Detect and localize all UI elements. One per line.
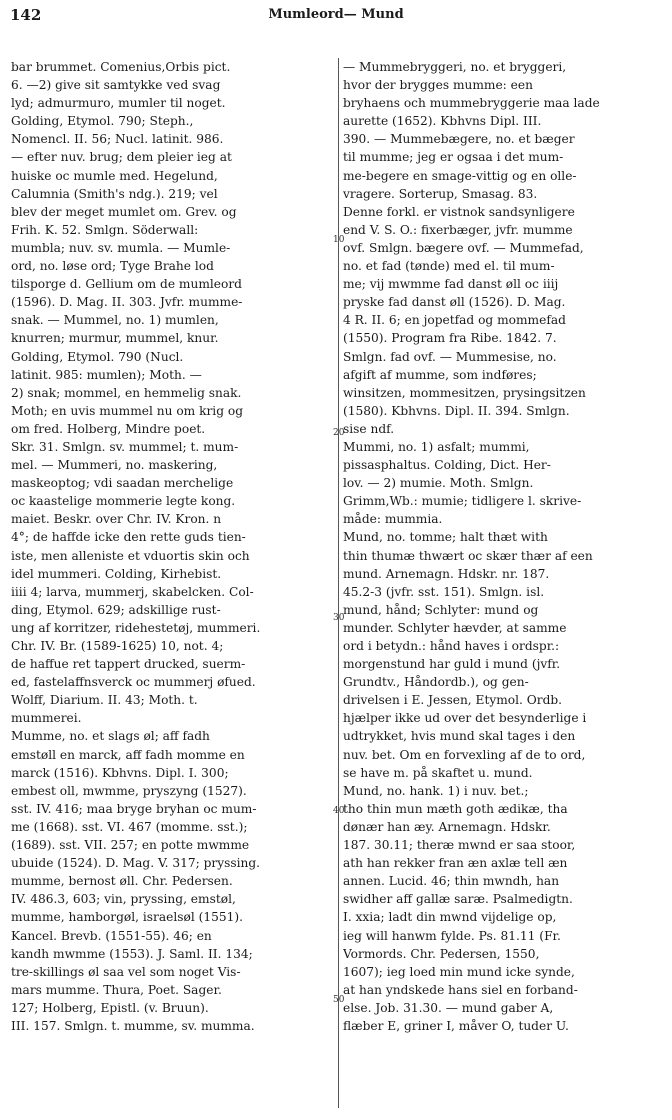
text-line: 127; Holberg, Epistl. (v. Bruun). bbox=[11, 1000, 209, 1015]
line-number-30: 30 bbox=[333, 613, 345, 623]
text-line: afgift af mumme, som indføres; bbox=[343, 367, 537, 382]
text-line: huiske oc mumle med. Hegelund, bbox=[11, 168, 218, 183]
line-number-10: 10 bbox=[333, 235, 345, 245]
text-line: end V. S. O.: fixerbæger, jvfr. mumme bbox=[343, 222, 573, 237]
text-line: tilsporge d. Gellium om de mumleord bbox=[11, 277, 242, 292]
text-line: Chr. IV. Br. (1589-1625) 10, not. 4; bbox=[11, 639, 224, 653]
text-line: annen. Lucid. 46; thin mwndh, han bbox=[343, 874, 560, 889]
text-line: 390. — Mummebægere, no. et bæger bbox=[343, 132, 575, 147]
text-line: me (1668). sst. VI. 467 (momme. sst.); bbox=[11, 819, 248, 834]
text-line: Grimm,Wb.: mumie; tidligere l. skrive- bbox=[343, 494, 582, 509]
text-line: idel mummeri. Colding, Kirhebist. bbox=[11, 566, 222, 581]
text-line: (1596). D. Mag. II. 303. Jvfr. mumme- bbox=[11, 295, 243, 310]
text-line: mund, hånd; Schlyter: mund og bbox=[343, 602, 539, 617]
text-line: sise ndf. bbox=[343, 421, 395, 436]
text-line: ord, no. løse ord; Tyge Brahe lod bbox=[11, 259, 214, 274]
text-line: lov. — 2) mumie. Moth. Smlgn. bbox=[343, 476, 534, 491]
text-line: — Mummebryggeri, no. et bryggeri, bbox=[343, 60, 567, 74]
text-line: 1607); ieg loed min mund icke synde, bbox=[343, 964, 575, 979]
text-line: snak. — Mummel, no. 1) mumlen, bbox=[11, 313, 219, 328]
text-line: ed, fastelaffnsverck oc mummerj øfued. bbox=[11, 675, 256, 690]
text-line: me; vij mwmme fad danst øll oc iiij bbox=[343, 277, 559, 292]
text-line: Skr. 31. Smlgn. sv. mummel; t. mum- bbox=[11, 439, 239, 454]
text-line: maiet. Beskr. over Chr. IV. Kron. n bbox=[11, 512, 222, 527]
text-line: Grundtv., Håndordb.), og gen- bbox=[343, 675, 529, 690]
text-line: flæber E, griner I, måver O, tuder U. bbox=[343, 1018, 569, 1033]
text-line: tho thin mun mæth goth ædikæ, tha bbox=[343, 801, 568, 816]
text-line: marck (1516). Kbhvns. Dipl. I. 300; bbox=[11, 765, 229, 780]
text-line: Denne forkl. er vistnok sandsynligere bbox=[343, 204, 575, 219]
text-line: pryske fad danst øll (1526). D. Mag. bbox=[343, 295, 566, 310]
text-line: mund. Arnemagn. Hdskr. nr. 187. bbox=[343, 566, 550, 581]
text-line: III. 157. Smlgn. t. mumme, sv. mumma. bbox=[11, 1018, 255, 1033]
text-line: tre-skillings øl saa vel som noget Vis- bbox=[11, 964, 241, 979]
text-line: udtrykket, hvis mund skal tages i den bbox=[343, 729, 576, 744]
text-line: Nomencl. II. 56; Nucl. latinit. 986. bbox=[11, 132, 224, 147]
text-line: Vormords. Chr. Pedersen, 1550, bbox=[343, 946, 540, 961]
text-line: Wolff, Diarium. II. 43; Moth. t. bbox=[11, 693, 198, 708]
text-line: mars mumme. Thura, Poet. Sager. bbox=[11, 982, 222, 997]
text-line: drivelsen i E. Jessen, Etymol. Ordb. bbox=[343, 693, 563, 708]
text-line: 187. 30.11; theræ mwnd er saa stoor, bbox=[343, 838, 576, 853]
text-line: mumme, bernost øll. Chr. Pedersen. bbox=[11, 874, 233, 889]
text-line: dønær han æy. Arnemagn. Hdskr. bbox=[343, 819, 551, 834]
text-line: sst. IV. 416; maa bryge bryhan oc mum- bbox=[11, 801, 257, 816]
text-line: swidher aff gallæ saræ. Psalmedigtn. bbox=[343, 892, 573, 907]
text-line: 2) snak; mommel, en hemmelig snak. bbox=[11, 385, 242, 400]
text-line: embest oll, mwmme, pryszyng (1527). bbox=[11, 783, 247, 798]
text-line: me-begere en smage-vittig og en olle- bbox=[343, 168, 577, 183]
text-line: Mund, no. hank. 1) i nuv. bet.; bbox=[343, 783, 529, 798]
text-line: hvor der brygges mumme: een bbox=[343, 78, 533, 93]
text-line: de haffue ret tappert drucked, suerm- bbox=[11, 657, 246, 672]
text-line: Kancel. Brevb. (1551-55). 46; en bbox=[11, 928, 212, 943]
text-line: ieg will hanwm fylde. Ps. 81.11 (Fr. bbox=[343, 928, 561, 943]
text-line: iiii 4; larva, mummerj, skabelcken. Col- bbox=[11, 584, 254, 599]
text-line: knurren; murmur, mummel, knur. bbox=[11, 331, 219, 346]
text-line: mummerei. bbox=[11, 711, 82, 726]
text-line: — efter nuv. brug; dem pleier ieg at bbox=[11, 150, 232, 165]
text-line: I. xxia; ladt din mwnd vijdelige op, bbox=[343, 910, 557, 925]
text-line: måde: mummia. bbox=[343, 512, 443, 527]
text-line: ovf. Smlgn. bægere ovf. — Mummefad, bbox=[343, 240, 584, 255]
right-column bbox=[343, 58, 663, 1035]
text-line: hjælper ikke ud over det besynderlige i bbox=[343, 711, 587, 726]
text-line: til mumme; jeg er ogsaa i det mum- bbox=[343, 150, 564, 165]
text-line: Calumnia (Smith's ndg.). 219; vel bbox=[11, 186, 218, 201]
text-line: mumbla; nuv. sv. mumla. — Mumle- bbox=[11, 240, 231, 255]
text-line: ung af korritzer, ridehestetøj, mummeri. bbox=[11, 620, 261, 635]
text-line: kandh mwmme (1553). J. Saml. II. 134; bbox=[11, 946, 253, 961]
text-line: om fred. Holberg, Mindre poet. bbox=[11, 421, 206, 436]
text-line: ding, Etymol. 629; adskillige rust- bbox=[11, 602, 221, 617]
text-line: Smlgn. fad ovf. — Mummesise, no. bbox=[343, 349, 557, 364]
text-line: at han yndskede hans siel en forband- bbox=[343, 982, 578, 997]
text-line: Moth; en uvis mummel nu om krig og bbox=[11, 403, 244, 418]
left-column bbox=[11, 58, 329, 1035]
text-line: winsitzen, mommesitzen, prysingsitzen bbox=[343, 385, 586, 400]
text-line: IV. 486.3, 603; vin, pryssing, emstøl, bbox=[11, 892, 236, 907]
text-line: no. et fad (tønde) med el. til mum- bbox=[343, 259, 555, 274]
text-line: aurette (1652). Kbhvns Dipl. III. bbox=[343, 114, 542, 129]
page-number: 142 bbox=[10, 6, 42, 24]
text-line: morgenstund har guld i mund (jvfr. bbox=[343, 657, 561, 672]
text-line: 45.2-3 (jvfr. sst. 151). Smlgn. isl. bbox=[343, 584, 545, 599]
text-line: iste, men alleniste et vduortis skin och bbox=[11, 548, 250, 563]
text-line: ath han rekker fran æn axlæ tell æn bbox=[343, 856, 568, 871]
text-line: 4°; de haffde icke den rette guds tien- bbox=[11, 530, 246, 545]
text-line: ord i betydn.: hånd haves i ordspr.: bbox=[343, 639, 560, 653]
text-line: vragere. Sorterup, Smasag. 83. bbox=[343, 186, 538, 201]
text-line: mel. — Mummeri, no. maskering, bbox=[11, 458, 218, 473]
text-line: Golding, Etymol. 790 (Nucl. bbox=[11, 349, 184, 364]
text-line: Mund, no. tomme; halt thæt with bbox=[343, 530, 548, 545]
text-line: mumme, hamborgøl, israelsøl (1551). bbox=[11, 910, 244, 925]
text-line: pissasphaltus. Colding, Dict. Her- bbox=[343, 458, 551, 473]
text-line: latinit. 985: mumlen); Moth. — bbox=[11, 367, 202, 382]
text-line: Mummi, no. 1) asfalt; mummi, bbox=[343, 439, 530, 454]
text-line: nuv. bet. Om en forvexling af de to ord, bbox=[343, 747, 586, 762]
text-line: blev der meget mumlet om. Grev. og bbox=[11, 204, 237, 219]
text-line: Mumme, no. et slags øl; aff fadh bbox=[11, 729, 210, 744]
line-number-40: 40 bbox=[333, 806, 345, 816]
text-line: (1580). Kbhvns. Dipl. II. 394. Smlgn. bbox=[343, 403, 570, 418]
text-line: lyd; admurmuro, mumler til noget. bbox=[11, 96, 226, 111]
text-line: (1689). sst. VII. 257; en potte mwmme bbox=[11, 838, 250, 853]
column-divider bbox=[338, 58, 339, 1108]
text-line: se have m. på skaftet u. mund. bbox=[343, 765, 533, 780]
running-title: Mumleord— Mund bbox=[268, 7, 404, 22]
text-line: bar brummet. Comenius,Orbis pict. bbox=[11, 60, 231, 74]
text-line: thin thumæ thwært oc skær thær af een bbox=[343, 548, 593, 563]
text-line: oc kaastelige mommerie legte kong. bbox=[11, 494, 236, 509]
text-line: munder. Schlyter hævder, at samme bbox=[343, 620, 567, 635]
text-line: else. Job. 31.30. — mund gaber A, bbox=[343, 1000, 554, 1015]
text-line: emstøll en marck, aff fadh momme en bbox=[11, 747, 245, 762]
text-line: Golding, Etymol. 790; Steph., bbox=[11, 114, 194, 129]
text-line: maskeoptog; vdi saadan merchelige bbox=[11, 476, 234, 491]
text-line: ubuide (1524). D. Mag. V. 317; pryssing. bbox=[11, 856, 261, 871]
text-line: 4 R. II. 6; en jopetfad og mommefad bbox=[343, 313, 566, 328]
text-line: 6. —2) give sit samtykke ved svag bbox=[11, 78, 221, 93]
line-number-20: 20 bbox=[333, 428, 345, 438]
text-line: (1550). Program fra Ribe. 1842. 7. bbox=[343, 331, 557, 346]
line-number-50: 50 bbox=[333, 995, 345, 1005]
text-line: bryhaens och mummebryggerie maa lade bbox=[343, 96, 600, 111]
page-header bbox=[8, 6, 664, 26]
text-line: Frih. K. 52. Smlgn. Söderwall: bbox=[11, 222, 199, 237]
